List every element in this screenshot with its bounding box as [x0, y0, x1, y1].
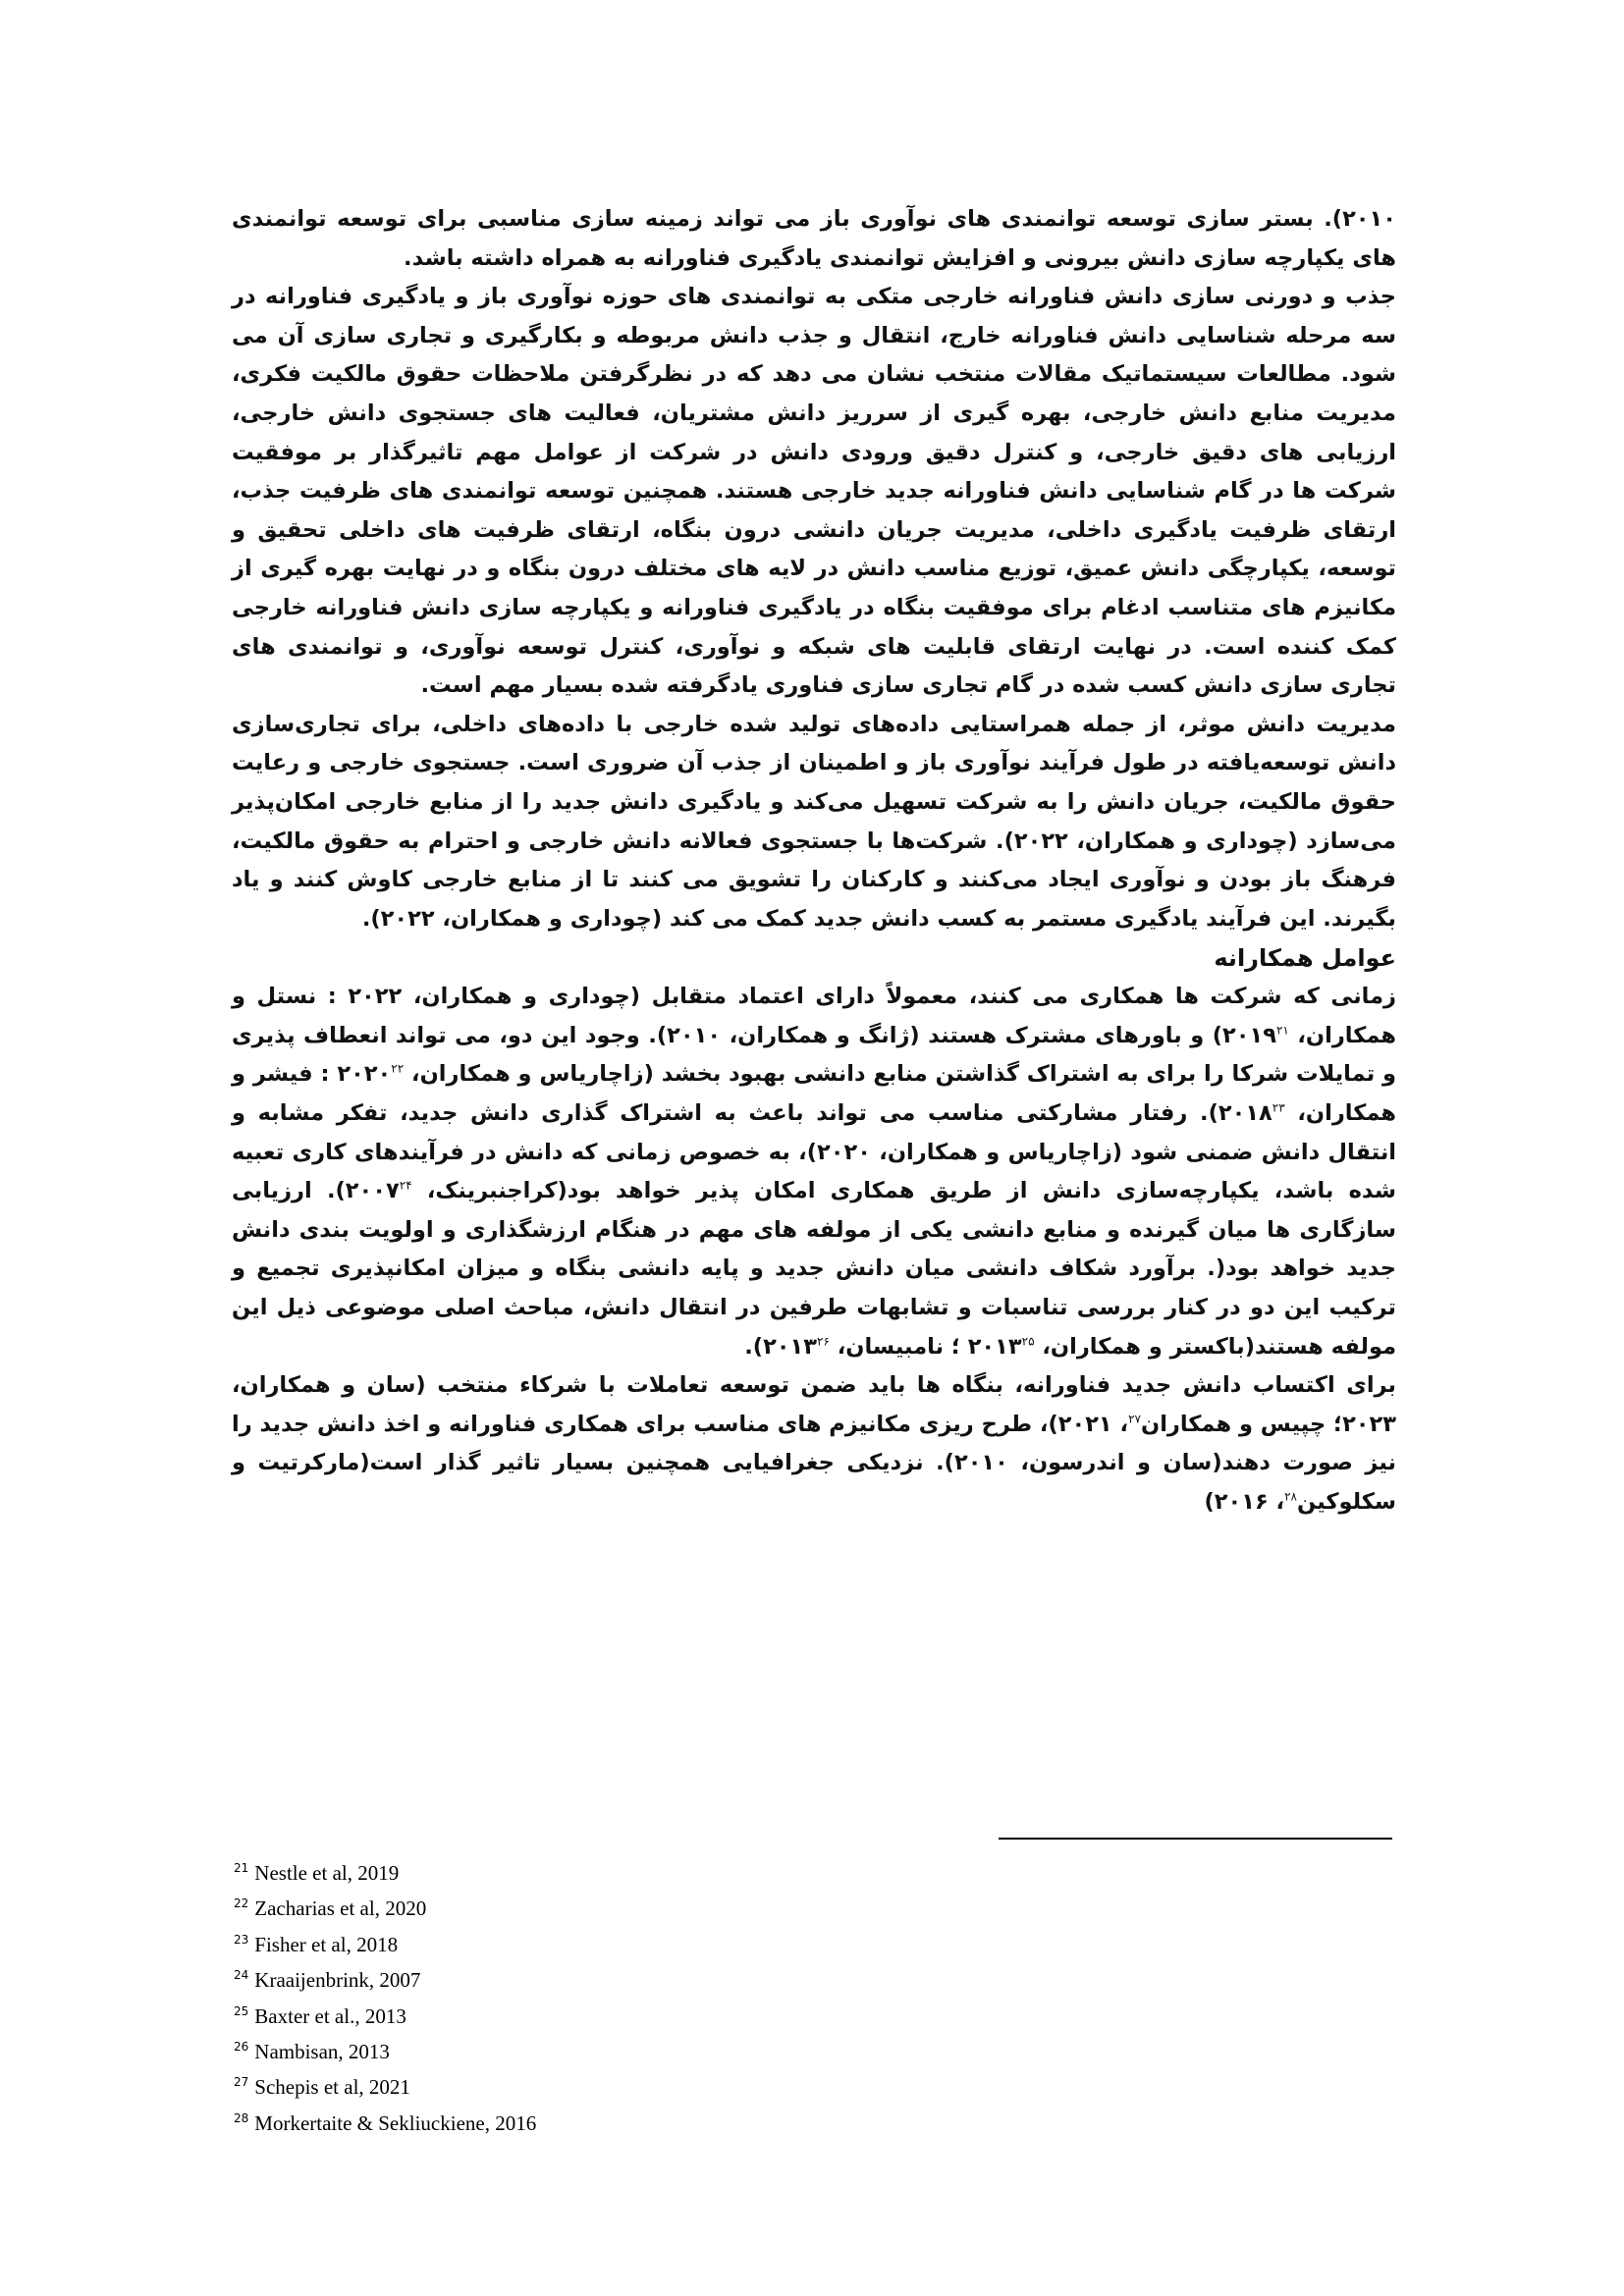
footnote-number: 25 [234, 2003, 249, 2018]
footnote-item [234, 1997, 536, 2032]
footnote-text: Zacharias et al, 2020 [254, 1896, 427, 1921]
text-segment: ). رفتار مشارکتی مناسب می تواند باعث به اشتراک گذاری دانش جدید، تفکر مشابه و انتقال دانش ضمنی شود (زاچاریاس و همکاران، ۲۰۲۰)، به خصوص زمانی که دانش در فرآیندهای کاری تعبیه شده باشد، یکپارچه‌سازی دانش از طریق همکاری امکان پذیر خواهد بود(کراجنبرینک، ۲۰۰۷ [232, 1100, 1396, 1204]
footnote-number: 26 [234, 2040, 249, 2055]
body-text [232, 200, 1396, 1522]
footnote-ref[interactable]: ۲۱ [1275, 1023, 1289, 1038]
section-heading: عوامل همکارانه [1214, 944, 1396, 973]
text-segment: ). [744, 1333, 764, 1360]
footnote-item [234, 2067, 536, 2103]
footnote-text: Nambisan, 2013 [254, 2040, 390, 2064]
text-segment: ). ارزیابی سازگاری ها میان گیرنده و منابع دانشی یکی از مولفه های مهم در هنگام ارزشگذاری و اولویت بندی دانش جدید خواهد بود(. برآورد شکاف دانشی میان دانش جدید و پایه دانشی بنگاه و میزان امکانپذیری تجمیع و ترکیب این دو در کنار بررسی تناسبات و تشابهات طرفین در انتقال دانش، مباحث اصلی موضوعی ذیل این مولفه هستند(باکستر و همکاران، ۲۰۱۳ [232, 1178, 1396, 1360]
text-segment: ، ۲۰۱۶) [1204, 1489, 1285, 1515]
footnote-ref[interactable]: ۲۲ [391, 1061, 405, 1076]
footnote-item [234, 1889, 536, 1924]
footnote-ref[interactable]: ۲۴ [399, 1178, 412, 1193]
text-segment: ، ۲۰۲۱)، طرح ریزی مکانیزم های مناسب برای همکاری فناورانه و اخذ دانش جدید را نیز صورت دهند(سان و اندرسون، ۲۰۱۰). نزدیکی جغرافیایی همچنین بسیار تاثیر گذار است(مارکرتیت و سکلوکین [232, 1411, 1396, 1515]
paragraph-collab-2 [232, 1366, 1396, 1522]
footnote-text: Nestle et al, 2019 [254, 1861, 400, 1885]
footnote-item [234, 2104, 536, 2139]
text-segment: : فیشر و همکاران، ۲۰۱۸ [232, 1061, 1396, 1127]
text-segment: ؛ نامبیسان، ۲۰۱۳ [763, 1333, 968, 1360]
footnote-separator [999, 1838, 1392, 1840]
footnote-text: Fisher et al, 2018 [254, 1932, 399, 1956]
footnote-item [234, 1960, 536, 1996]
footnote-item [234, 1853, 536, 1889]
footnote-text: Morkertaite & Sekliuckiene, 2016 [254, 2110, 537, 2135]
footnote-ref[interactable]: ۲۶ [817, 1334, 830, 1349]
footnote-ref[interactable]: ۲۸ [1284, 1489, 1297, 1504]
text-segment: زمانی که شرکت ها همکاری می کنند، معمولاً دارای اعتماد متقابل (چوداری و همکاران، ۲۰۲۲ : نستل و همکاران، ۲۰۱۹ [232, 984, 1397, 1048]
footnote-ref[interactable]: ۲۵ [1021, 1334, 1035, 1349]
footnote-text: Baxter et al., 2013 [254, 2003, 406, 2028]
footnote-ref[interactable]: ۲۷ [1128, 1412, 1141, 1426]
footnote-number: 28 [234, 2110, 249, 2125]
footnote-number: 21 [234, 1861, 249, 1875]
footnote-item [234, 2032, 536, 2067]
footnote-text: Schepis et al, 2021 [254, 2075, 410, 2100]
footnote-number: 24 [234, 1968, 249, 1983]
paragraph-2: جذب و دورنی سازی دانش فناورانه خارجی متکی به توانمندی های حوزه نوآوری باز و یادگیری فناورانه در سه مرحله شناسایی دانش فناورانه خارج، انتقال و جذب دانش مربوطه و بکارگیری و تجاری سازی آن می شود. مطالعات سیستماتیک مقالات منتخب نشان می دهد که در نظرگرفتن ملاحظات حقوق مالکیت فکری، مدیریت منابع دانش خارجی، بهره گیری از سرریز دانش مشتریان، فعالیت های جستجوی دانش خارجی، ارزیابی های دقیق خارجی، و کنترل دقیق ورودی دانش در شرکت از عوامل مهم تاثیرگذار بر موفقیت شرکت ها در گام شناسایی دانش فناورانه جدید خارجی هستند. همچنین توسعه توانمندی های ظرفیت جذب، ارتقای ظرفیت یادگیری داخلی، مدیریت جریان دانشی درون بنگاه، ارتقای ظرفیت های داخلی تحقیق و توسعه، یکپارچگی دانش عمیق، توزیع مناسب دانش در لایه های مختلف درون بنگاه و در نهایت بهره گیری از مکانیزم های متناسب ادغام برای موفقیت بنگاه در یادگیری فناورانه و یکپارچه سازی دانش فناورانه خارجی کمک کننده است. در نهایت ارتقای قابلیت های شبکه و نوآوری، کنترل توسعه نوآوری، و توانمندی های تجاری سازی دانش کسب شده در گام تجاری سازی فناوری یادگرفته شده بسیار مهم است. [232, 284, 1396, 699]
footnote-ref[interactable]: ۲۳ [1272, 1100, 1285, 1115]
paragraph-3: مدیریت دانش موثر، از جمله همراستایی داده‌های تولید شده خارجی با داده‌های داخلی، برای تجاری‌سازی دانش توسعه‌یافته در طول فرآیند نوآوری باز و اطمینان از جذب آن ضروری است. جستجوی خارجی و رعایت حقوق مالکیت، جریان دانش را به شرکت تسهیل می‌کند و یادگیری دانش جدید را از منابع خارجی امکان‌پذیر می‌سازد (چوداری و همکاران، ۲۰۲۲). شرکت‌ها با جستجوی فعالانه دانش خارجی و احترام به حقوق مالکیت، فرهنگ باز بودن و نوآوری ایجاد می‌کنند و کارکنان را تشویق می کنند تا از منابع خارجی کاوش کنند و یاد بگیرند. این فرآیند یادگیری مستمر به کسب دانش جدید کمک می کند (چوداری و همکاران، ۲۰۲۲). [232, 711, 1396, 932]
paragraph-1: ۲۰۱۰). بستر سازی توسعه توانمندی های نوآوری باز می تواند زمینه سازی مناسبی برای توسعه توانمندی های یکپارچه سازی دانش بیرونی و افزایش توانمندی یادگیری فناورانه به همراه داشته باشد. [232, 206, 1396, 271]
footnote-number: 22 [234, 1896, 249, 1911]
text-segment: ) و باورهای مشترک هستند (ژانگ و همکاران، ۲۰۱۰). وجود این دو، می تواند انعطاف پذیری و تمایلات شرکا را برای به اشتراک گذاشتن منابع دانشی بهبود بخشد (زاچاریاس و همکاران، ۲۰۲۰ [232, 1022, 1396, 1088]
footnote-number: 23 [234, 1932, 249, 1947]
paragraph-collab-1 [232, 978, 1396, 1366]
footnotes [234, 1853, 536, 2139]
footnote-text: Kraaijenbrink, 2007 [254, 1968, 421, 1993]
text-segment: برای اکتساب دانش جدید فناورانه، بنگاه ها باید ضمن توسعه تعاملات با شرکاء منتخب (سان و همکاران، ۲۰۲۳؛ چپیس و همکاران [232, 1372, 1396, 1437]
footnote-item [234, 1925, 536, 1960]
footnote-number: 27 [234, 2075, 249, 2090]
